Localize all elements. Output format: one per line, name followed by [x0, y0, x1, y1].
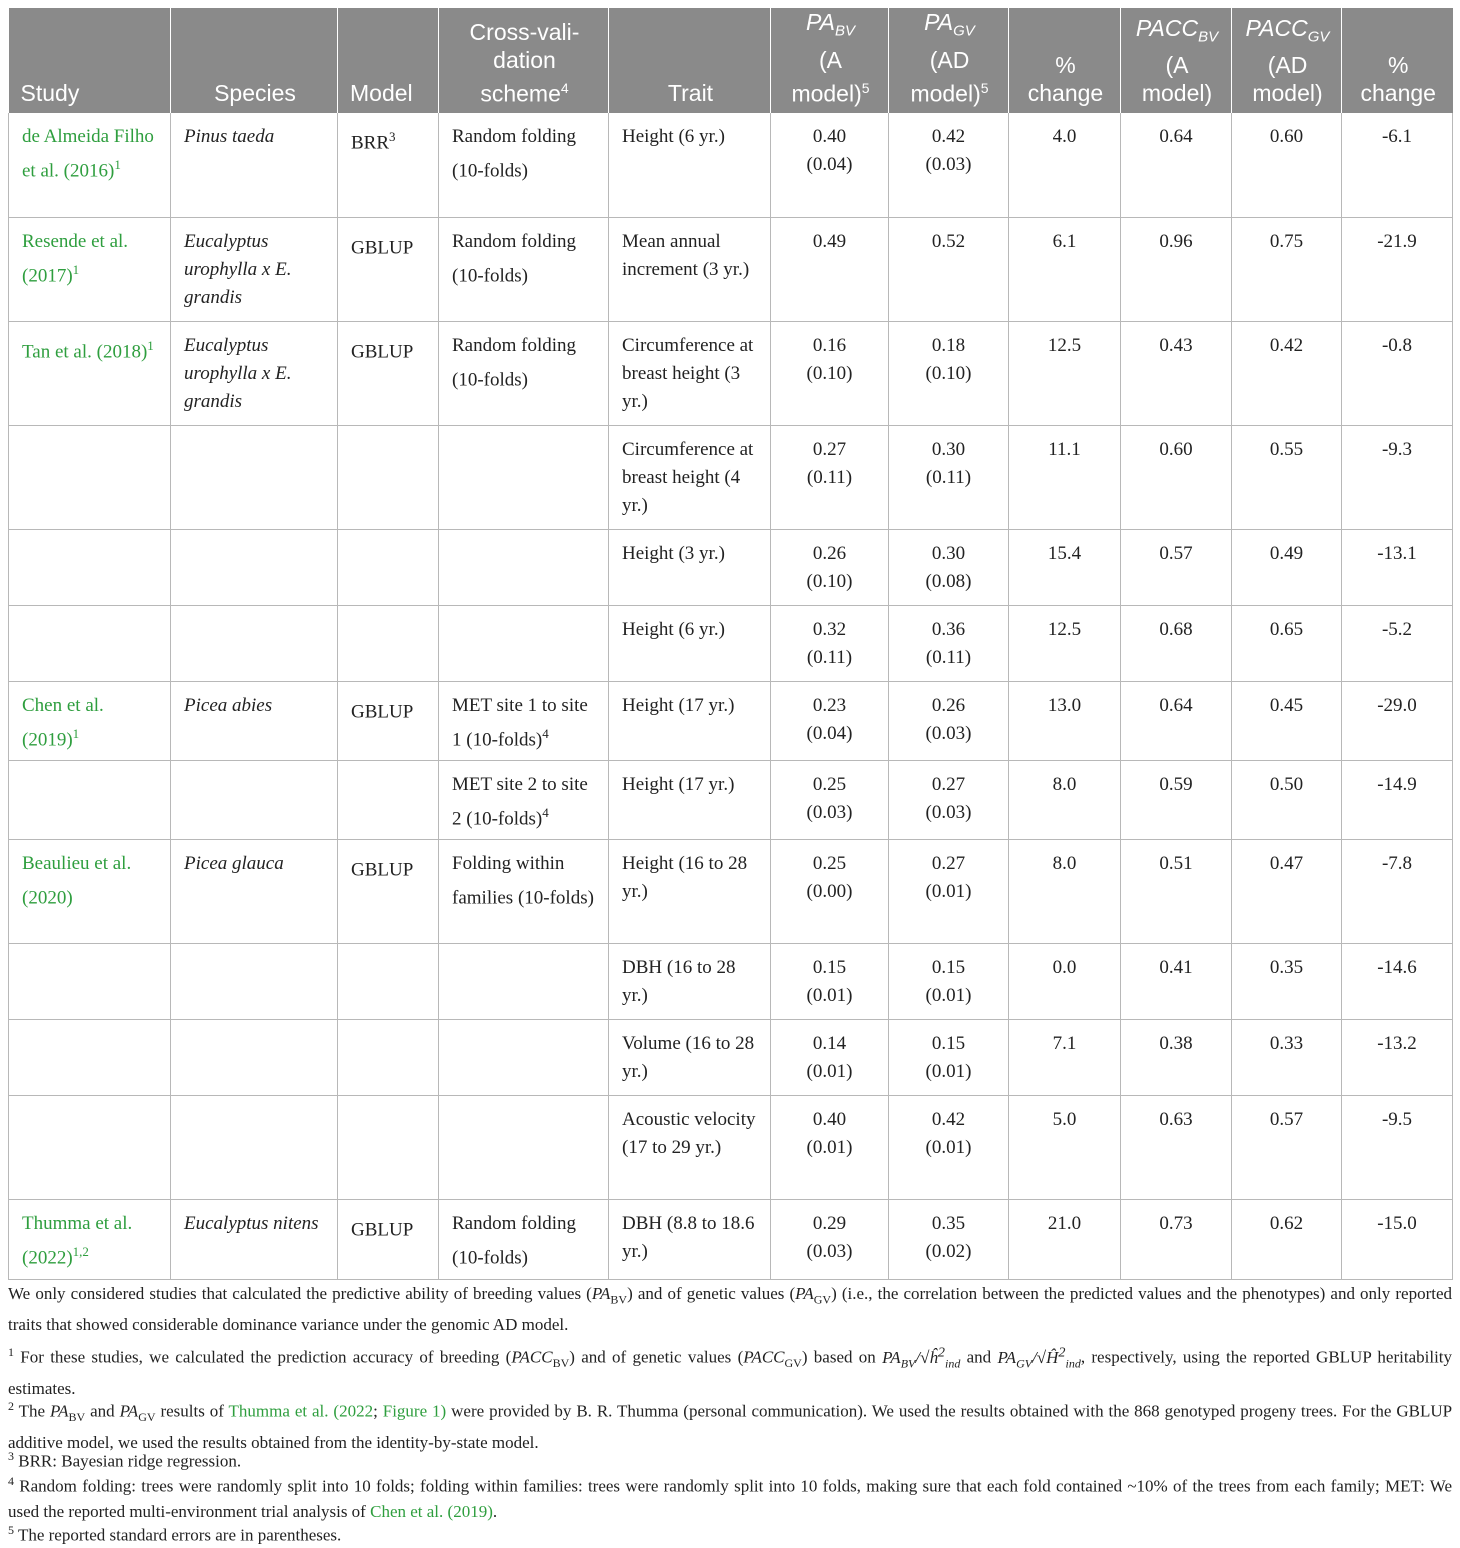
cv-scheme-cell: MET site 1 to site 1 (10-folds)$^4$: [439, 681, 609, 760]
cv-scheme-cell: Random folding (10-folds): [439, 217, 609, 321]
pa-bv-cell: 0.27 (0.11): [771, 425, 889, 529]
species-cell: Eucalyptus nitens: [171, 1200, 338, 1279]
pacc-gv-cell: 0.42: [1232, 321, 1342, 425]
pct-change-pacc-cell: -0.8: [1342, 321, 1453, 425]
pacc-bv-cell: 0.43: [1121, 321, 1232, 425]
footnote-4: $^4$ Random folding: trees were randomly split into 10 folds; folding within families: trees were randomly split into 10 folds, making sure that each fold contained ~10% of the trees from each family; MET: We used the reported multi-environment trial analysis of Chen et al. (2019).: [8, 1474, 1452, 1521]
table-row: [9, 605, 1453, 681]
pacc-bv-cell: 0.38: [1121, 1020, 1232, 1096]
pct-change-pa-cell: 5.0: [1009, 1096, 1121, 1200]
table-row: [9, 681, 1453, 760]
study-cell: [9, 1020, 171, 1096]
study-cell: [9, 944, 171, 1020]
cv-scheme-cell: [439, 605, 609, 681]
species-cell: Pinus taeda: [171, 113, 338, 217]
pacc-bv-cell: 0.73: [1121, 1200, 1232, 1279]
trait-cell: Mean annual increment (3 yr.): [609, 217, 771, 321]
header-pacc-bv: $PACC_{BV}$ (A model): [1121, 8, 1232, 113]
pa-gv-cell: 0.18 (0.10): [889, 321, 1009, 425]
trait-cell: Circumference at breast height (3 yr.): [609, 321, 771, 425]
chen-2019-link[interactable]: Chen et al. (2019): [370, 1501, 493, 1521]
trait-cell: Circumference at breast height (4 yr.): [609, 425, 771, 529]
pa-gv-cell: 0.15 (0.01): [889, 944, 1009, 1020]
footnote-3: $^3$ BRR: Bayesian ridge regression.: [8, 1449, 242, 1471]
model-cell: GBLUP: [338, 840, 439, 944]
pacc-bv-cell: 0.63: [1121, 1096, 1232, 1200]
pct-change-pacc-cell: -13.2: [1342, 1020, 1453, 1096]
pct-change-pa-cell: 21.0: [1009, 1200, 1121, 1279]
species-cell: [171, 944, 338, 1020]
pct-change-pacc-cell: -14.6: [1342, 944, 1453, 1020]
study-cell[interactable]: Beaulieu et al. (2020): [9, 840, 171, 944]
pa-gv-cell: 0.52: [889, 217, 1009, 321]
model-cell: GBLUP: [338, 321, 439, 425]
pa-gv-cell: 0.27 (0.01): [889, 840, 1009, 944]
trait-cell: DBH (16 to 28 yr.): [609, 944, 771, 1020]
pct-change-pacc-cell: -13.1: [1342, 529, 1453, 605]
study-cell: [9, 761, 171, 840]
pa-gv-cell: 0.26 (0.03): [889, 681, 1009, 760]
header-pacc-gv: $PACC_{GV}$ (AD model): [1232, 8, 1342, 113]
study-cell: [9, 605, 171, 681]
pacc-gv-cell: 0.33: [1232, 1020, 1342, 1096]
study-cell[interactable]: Tan et al. $(2018)^1$: [9, 321, 171, 425]
cv-scheme-cell: Folding within families (10-folds): [439, 840, 609, 944]
table-row: [9, 217, 1453, 321]
pct-change-pa-cell: 13.0: [1009, 681, 1121, 760]
study-cell: [9, 529, 171, 605]
table-row: [9, 529, 1453, 605]
thumma-2022-link[interactable]: Thumma et al. (2022: [228, 1401, 374, 1421]
table-row: [9, 1020, 1453, 1096]
cv-scheme-cell: Random folding (10-folds): [439, 1200, 609, 1279]
table-row: [9, 944, 1453, 1020]
trait-cell: Height (16 to 28 yr.): [609, 840, 771, 944]
pct-change-pa-cell: 12.5: [1009, 321, 1121, 425]
pa-bv-cell: 0.32 (0.11): [771, 605, 889, 681]
pa-gv-cell: 0.42 (0.03): [889, 113, 1009, 217]
pa-gv-cell: 0.30 (0.11): [889, 425, 1009, 529]
study-cell[interactable]: de Almeida Filho et al. $(2016)^1$: [9, 113, 171, 217]
table-row: [9, 321, 1453, 425]
species-cell: [171, 529, 338, 605]
model-cell: [338, 605, 439, 681]
pacc-gv-cell: 0.35: [1232, 944, 1342, 1020]
pacc-gv-cell: 0.60: [1232, 113, 1342, 217]
model-cell: GBLUP: [338, 1200, 439, 1279]
pct-change-pacc-cell: -14.9: [1342, 761, 1453, 840]
model-cell: GBLUP: [338, 217, 439, 321]
pct-change-pa-cell: 8.0: [1009, 761, 1121, 840]
footnote-2: $^2$ The $PA_{BV}$ and $PA_{GV}$ results of Thumma et al. (2022; Figure 1) were provided by B. R. Thumma (personal communication). We used the results obtained with the 868 genotyped progeny trees. For the GBLUP additive model, we used the results obtained from the identity-by-state model.: [8, 1399, 1453, 1453]
header-trait: Trait: [609, 8, 771, 113]
header-pct-change-pacc: % change: [1342, 8, 1453, 113]
pct-change-pa-cell: 8.0: [1009, 840, 1121, 944]
table-row: [9, 840, 1453, 944]
species-cell: [171, 761, 338, 840]
pct-change-pa-cell: 7.1: [1009, 1020, 1121, 1096]
pa-bv-cell: 0.23 (0.04): [771, 681, 889, 760]
pa-gv-cell: 0.42 (0.01): [889, 1096, 1009, 1200]
model-cell: [338, 1020, 439, 1096]
pacc-gv-cell: 0.65: [1232, 605, 1342, 681]
pct-change-pacc-cell: -15.0: [1342, 1200, 1453, 1279]
pacc-bv-cell: 0.51: [1121, 840, 1232, 944]
cv-scheme-cell: [439, 1020, 609, 1096]
table-row: [9, 425, 1453, 529]
pacc-gv-cell: 0.62: [1232, 1200, 1342, 1279]
pct-change-pa-cell: 11.1: [1009, 425, 1121, 529]
table-row: [9, 1096, 1453, 1200]
model-cell: GBLUP: [338, 681, 439, 760]
study-cell[interactable]: Resende et al. $(2017)^1$: [9, 217, 171, 321]
figure-1-link[interactable]: Figure 1): [382, 1401, 447, 1421]
trait-cell: DBH (8.8 to 18.6 yr.): [609, 1200, 771, 1279]
table-row: [9, 113, 1453, 217]
model-cell: [338, 761, 439, 840]
species-cell: Picea glauca: [171, 840, 338, 944]
results-table: [8, 8, 1453, 1280]
pct-change-pa-cell: 12.5: [1009, 605, 1121, 681]
trait-cell: Height (6 yr.): [609, 113, 771, 217]
pct-change-pacc-cell: -5.2: [1342, 605, 1453, 681]
results-table-container: [8, 8, 1452, 1280]
pct-change-pacc-cell: -29.0: [1342, 681, 1453, 760]
pa-bv-cell: 0.16 (0.10): [771, 321, 889, 425]
footnote-1: $^1$ For these studies, we calculated the prediction accuracy of breeding $(PACC_{BV})$ and of genetic values $(PACC_{GV})$ based on $PA_{BV}/√ĥ^2_{ind}$ and $PA_{GV}/√Ĥ^2_{ind}$, respectively, using the reported GBLUP heritability estimates.: [8, 1344, 1453, 1399]
header-study: Study: [9, 8, 171, 113]
trait-cell: Acoustic velocity (17 to 29 yr.): [609, 1096, 771, 1200]
model-cell: [338, 425, 439, 529]
table-note: We only considered studies that calculated the predictive ability of breeding values $(PA_{BV})$ and of genetic values $(PA_{GV})$ (i.e., the correlation between the predicted values and the phenotypes) and only reported traits that showed considerable dominance variance under the genomic AD model.: [8, 1284, 1453, 1335]
cv-scheme-cell: [439, 944, 609, 1020]
cv-scheme-cell: Random folding (10-folds): [439, 321, 609, 425]
study-cell[interactable]: Chen et al. $(2019)^1$: [9, 681, 171, 760]
species-cell: [171, 1020, 338, 1096]
table-row: [9, 1200, 1453, 1279]
pa-gv-cell: 0.36 (0.11): [889, 605, 1009, 681]
model-cell: [338, 1096, 439, 1200]
trait-cell: Height (17 yr.): [609, 761, 771, 840]
pct-change-pacc-cell: -21.9: [1342, 217, 1453, 321]
pa-bv-cell: 0.25 (0.03): [771, 761, 889, 840]
header-model: Model: [338, 8, 439, 113]
study-cell[interactable]: Thumma et al. $(2022)^{1,2}$: [9, 1200, 171, 1279]
study-cell: [9, 425, 171, 529]
species-cell: Eucalyptus urophylla x E. grandis: [171, 321, 338, 425]
pa-gv-cell: 0.15 (0.01): [889, 1020, 1009, 1096]
pct-change-pacc-cell: -9.3: [1342, 425, 1453, 529]
formula-pa-bv: $PA_{BV}/√ĥ^2_{ind}$: [882, 1344, 961, 1371]
pa-bv-cell: 0.40 (0.01): [771, 1096, 889, 1200]
trait-cell: Height (6 yr.): [609, 605, 771, 681]
cv-scheme-cell: [439, 425, 609, 529]
pa-gv-cell: 0.30 (0.08): [889, 529, 1009, 605]
pacc-gv-cell: 0.75: [1232, 217, 1342, 321]
pacc-bv-cell: 0.64: [1121, 113, 1232, 217]
header-pa-bv: $PA_{BV}$ (A model)$^5$: [771, 8, 889, 113]
trait-cell: Height (3 yr.): [609, 529, 771, 605]
pct-change-pacc-cell: -6.1: [1342, 113, 1453, 217]
pct-change-pa-cell: 6.1: [1009, 217, 1121, 321]
model-cell: BRR$^3$: [338, 113, 439, 217]
pa-bv-cell: 0.15 (0.01): [771, 944, 889, 1020]
header-row: [9, 8, 1453, 113]
pct-change-pa-cell: 0.0: [1009, 944, 1121, 1020]
model-cell: [338, 944, 439, 1020]
species-cell: Picea abies: [171, 681, 338, 760]
study-cell: [9, 1096, 171, 1200]
cv-scheme-cell: [439, 529, 609, 605]
pacc-bv-cell: 0.57: [1121, 529, 1232, 605]
species-cell: [171, 605, 338, 681]
footnote-5: $^5$ The reported standard errors are in parentheses.: [8, 1523, 342, 1545]
header-pa-gv: $PA_{GV}$ (AD model)$^5$: [889, 8, 1009, 113]
pacc-gv-cell: 0.45: [1232, 681, 1342, 760]
pct-change-pacc-cell: -7.8: [1342, 840, 1453, 944]
pa-bv-cell: 0.40 (0.04): [771, 113, 889, 217]
pacc-bv-cell: 0.96: [1121, 217, 1232, 321]
pacc-gv-cell: 0.55: [1232, 425, 1342, 529]
model-cell: [338, 529, 439, 605]
formula-pa-gv: $PA_{GV}/√Ĥ^2_{ind}$: [997, 1344, 1081, 1371]
species-cell: [171, 1096, 338, 1200]
pacc-bv-cell: 0.59: [1121, 761, 1232, 840]
pacc-gv-cell: 0.47: [1232, 840, 1342, 944]
pacc-bv-cell: 0.41: [1121, 944, 1232, 1020]
cv-scheme-cell: [439, 1096, 609, 1200]
pa-gv-cell: 0.27 (0.03): [889, 761, 1009, 840]
pct-change-pacc-cell: -9.5: [1342, 1096, 1453, 1200]
pa-bv-cell: 0.14 (0.01): [771, 1020, 889, 1096]
pa-bv-cell: 0.25 (0.00): [771, 840, 889, 944]
species-cell: [171, 425, 338, 529]
pacc-bv-cell: 0.68: [1121, 605, 1232, 681]
pct-change-pa-cell: 15.4: [1009, 529, 1121, 605]
table-row: [9, 761, 1453, 840]
pa-bv-cell: 0.29 (0.03): [771, 1200, 889, 1279]
header-pct-change-pa: % change: [1009, 8, 1121, 113]
pa-bv-cell: 0.26 (0.10): [771, 529, 889, 605]
pacc-bv-cell: 0.64: [1121, 681, 1232, 760]
table-body: [9, 113, 1453, 1279]
pa-bv-cell: 0.49: [771, 217, 889, 321]
pacc-gv-cell: 0.50: [1232, 761, 1342, 840]
pa-gv-cell: 0.35 (0.02): [889, 1200, 1009, 1279]
pacc-bv-cell: 0.60: [1121, 425, 1232, 529]
pct-change-pa-cell: 4.0: [1009, 113, 1121, 217]
trait-cell: Volume (16 to 28 yr.): [609, 1020, 771, 1096]
cv-scheme-cell: Random folding (10-folds): [439, 113, 609, 217]
pacc-gv-cell: 0.49: [1232, 529, 1342, 605]
header-species: Species: [171, 8, 338, 113]
trait-cell: Height (17 yr.): [609, 681, 771, 760]
header-cv-scheme: Cross-vali- dation scheme$^4$: [439, 8, 609, 113]
species-cell: Eucalyptus urophylla x E. grandis: [171, 217, 338, 321]
cv-scheme-cell: MET site 2 to site 2 (10-folds)$^4$: [439, 761, 609, 840]
pacc-gv-cell: 0.57: [1232, 1096, 1342, 1200]
